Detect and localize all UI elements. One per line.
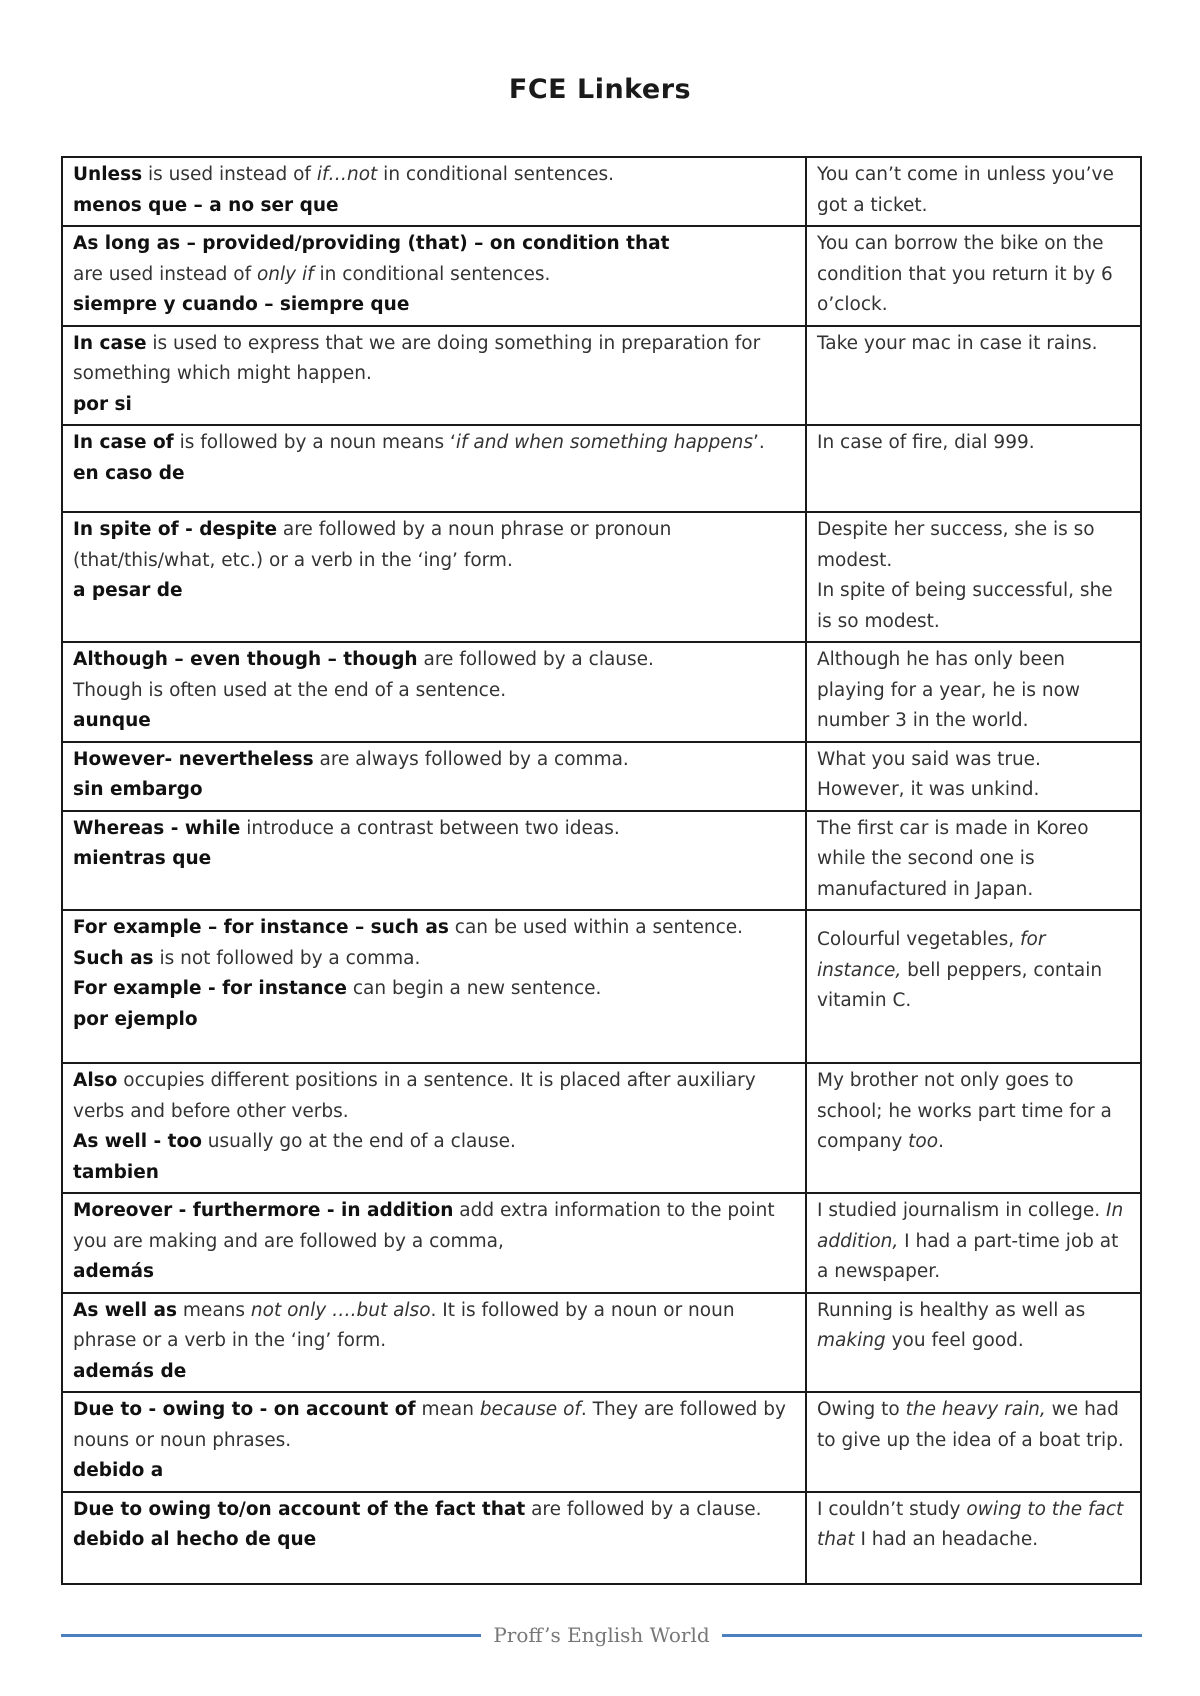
example-cell: You can’t come in unless you’ve got a ticket. (806, 157, 1141, 226)
footer-rule-left (61, 1634, 481, 1637)
rule-cell: Although – even though – though are followed by a clause. Though is often used at the end of a sentence. aunque (62, 642, 806, 742)
spanish-translation: sin embargo (73, 779, 203, 800)
example-cell: You can borrow the bike on the condition that you return it by 6 o’clock. (806, 226, 1141, 326)
rule-cell: As well as means not only ….but also. It is followed by a noun or noun phrase or a verb in the ‘ing’ form. además de (62, 1293, 806, 1393)
footer-rule-right (722, 1634, 1142, 1637)
table-row (62, 425, 1141, 512)
table-row (62, 1492, 1141, 1584)
linkers-table (61, 156, 1142, 1585)
rule-cell: In case of is followed by a noun means ‘if and when something happens’. en caso de (62, 425, 806, 512)
example-cell: Colourful vegetables, for instance, bell peppers, contain vitamin C. (806, 910, 1141, 1063)
rule-cell: Also occupies different positions in a sentence. It is placed after auxiliary verbs and before other verbs. As well - too usually go at the end of a clause. tambien (62, 1063, 806, 1193)
rule-cell: In spite of - despite are followed by a noun phrase or pronoun (that/this/what, etc.) or a verb in the ‘ing’ form. a pesar de (62, 512, 806, 642)
example-cell: I studied journalism in college. In addition, I had a part-time job at a newspaper. (806, 1193, 1141, 1293)
spanish-translation: tambien (73, 1161, 159, 1183)
spanish-translation: por si (73, 393, 132, 415)
table-row (62, 1293, 1141, 1393)
example-cell: Owing to the heavy rain, we had to give up the idea of a boat trip. (806, 1392, 1141, 1492)
spanish-translation: por ejemplo (73, 1008, 198, 1030)
table-row (62, 742, 1141, 811)
example-cell: Take your mac in case it rains. (806, 326, 1141, 426)
example-cell: I couldn’t study owing to the fact that I had an headache. (806, 1492, 1141, 1584)
table-row (62, 910, 1141, 1063)
footer-text: Proff’s English World (493, 1623, 710, 1647)
rule-cell: However- nevertheless are always followed by a comma. sin embargo (62, 742, 806, 811)
example-cell: Although he has only been playing for a year, he is now number 3 in the world. (806, 642, 1141, 742)
rule-cell: For example – for instance – such as can be used within a sentence. Such as is not followed by a comma. For example - for instance can begin a new sentence. por ejemplo (62, 910, 806, 1063)
rule-cell: In case is used to express that we are doing something in preparation for something which might happen. por si (62, 326, 806, 426)
spanish-translation: a pesar de (73, 580, 183, 601)
spanish-translation: en caso de (73, 462, 185, 484)
table-row (62, 811, 1141, 911)
rule-cell: Moreover - furthermore - in addition add extra information to the point you are making and are followed by a comma, además (62, 1193, 806, 1293)
spanish-translation: aunque (73, 710, 151, 731)
spanish-translation: siempre y cuando – siempre que (73, 294, 410, 315)
spanish-translation: además de (73, 1360, 187, 1382)
spanish-translation: además (73, 1261, 155, 1282)
example-cell: What you said was true. However, it was unkind. (806, 742, 1141, 811)
table-row (62, 1193, 1141, 1293)
example-cell: Despite her success, she is so modest. In spite of being successful, she is so modest. (806, 512, 1141, 642)
spanish-translation: menos que – a no ser que (73, 194, 339, 216)
example-cell: My brother not only goes to school; he works part time for a company too. (806, 1063, 1141, 1193)
table-row (62, 326, 1141, 426)
table-row (62, 1063, 1141, 1193)
rule-cell: Due to owing to/on account of the fact that are followed by a clause. debido al hecho de que (62, 1492, 806, 1584)
table-row (62, 226, 1141, 326)
example-cell: In case of fire, dial 999. (806, 425, 1141, 512)
spanish-translation: debido a (73, 1460, 164, 1481)
spanish-translation: mientras que (73, 848, 212, 869)
example-cell: The first car is made in Koreo while the second one is manufactured in Japan. (806, 811, 1141, 911)
rule-cell: As long as – provided/providing (that) – on condition that are used instead of only if in conditional sentences. siempre y cuando – siempre que (62, 226, 806, 326)
rule-cell: Unless is used instead of if…not in conditional sentences. menos que – a no ser que (62, 157, 806, 226)
rule-cell: Due to - owing to - on account of mean because of. They are followed by nouns or noun phrases. debido a (62, 1392, 806, 1492)
table-row (62, 1392, 1141, 1492)
page-footer (61, 1620, 1142, 1650)
rule-cell: Whereas - while introduce a contrast between two ideas. mientras que (62, 811, 806, 911)
page-title: FCE Linkers (508, 74, 692, 105)
table-row (62, 157, 1141, 226)
spanish-translation: debido al hecho de que (73, 1529, 317, 1550)
table-row (62, 642, 1141, 742)
table-row (62, 512, 1141, 642)
example-cell: Running is healthy as well as making you feel good. (806, 1293, 1141, 1393)
